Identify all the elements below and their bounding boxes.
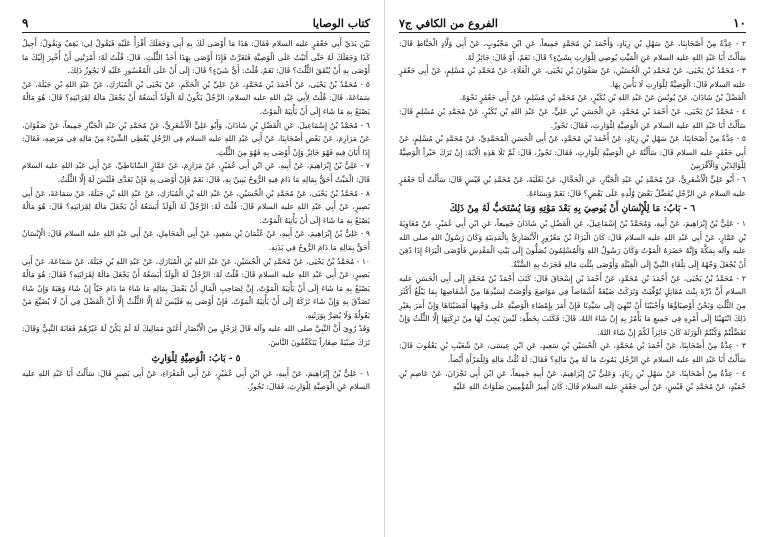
right-paragraph: الْفَضْلُ بْنُ شَاذَانَ، عَنْ يُونُسَ عَنْ عَبْدِ اللهِ بْنِ بُكَيْرٍ، عَنْ مُحَمَّدِ بْنِ مُسْلِمٍ، عَنْ أَبِي جَعْفَرٍ نَحْوَهُ. (459, 93, 746, 103)
right-paragraph: ٢ - مُحَمَّدُ بْنُ يَحْيَى، عَنْ أَحْمَدَ بْنِ مُحَمَّدٍ، عَنْ أَحْمَدَ بْنِ إِسْحَاقَ قَالَ: كَتَبَ أَحْمَدُ بْنُ مُحَمَّدٍ إِلَى أَبِي الْحَسَنِ عليه السلام أَنَّ دُرَّةَ بِنْتَ مُقَاتِلٍ تُوُفِّيَتْ وَتَرَكَتْ ضَيْعَةً أَشْقَاصاً فِي مَوَاضِعَ وَأَوْصَتْ لِسَيِّدِهَا مِنْ أَشْقَاصِهَا بِمَا يَبْلُغُ أَكْثَرَ مِنَ الثُّلُثِ وَنَحْنُ أَوْصِيَاؤُهَا وَأَحْبَبْنَا أَنْ نُنْهِيَ إِلَى سَيِّدِنَا فَإِنْ أَمَرَ بِإِمْضَاءِ الْوَصِيَّةِ عَلَى وَجْهِهَا أَمْضَيْنَاهَا وَإِنْ أَمَرَ بِغَيْرِ ذَلِكَ انْتَهَيْنَا إِلَى أَمْرِهِ فِي جَمِيعِ مَا يَأْمُرُ بِهِ إِنْ شَاءَ اللهُ، قَالَ: فَكَتَبَ بِخَطِّهِ: لَيْسَ يَجِبُ لَهَا مِنْ تَرِكَتِهَا إِلَّا الثُّلُثُ وَإِنْ تَفَضَّلْتُمْ وَكُنْتُمُ الْوَرَثَةَ كَانَ جَائِزاً لَكُمْ إِنْ شَاءَ اللهُ. (399, 273, 746, 337)
right-paragraph: ٢ - عِدَّةٌ مِنْ أَصْحَابِنَا، عَنْ سَهْلِ بْنِ زِيَادٍ، وَأَحْمَدَ بْنِ مُحَمَّدٍ جَمِيعاً، عَنِ ابْنِ مَحْبُوبٍ، عَنْ أَبِي وَلَّادٍ الْحَنَّاطِ قَالَ: سَأَلْتُ أَبَا عَبْدِ اللهِ عليه السلام عَنِ الْمَيِّتِ يُوصِي لِلْوَارِثِ بِشَيْءٍ؟ قَالَ: نَعَمْ، أَوْ قَالَ: جَائِزٌ لَهُ. (399, 39, 746, 62)
left-running-title: كتاب الوصايا (312, 16, 370, 30)
left-paragraph: ٨ - مُحَمَّدُ بْنُ يَحْيَى، عَنْ مُحَمَّدِ بْنِ الْحُسَيْنِ، عَنْ عَبْدِ اللهِ بْنِ الْمُبَارَكِ، عَنْ عَبْدِ اللهِ بْنِ جَبَلَةَ، عَنْ سَمَاعَةَ، عَنْ أَبِي بَصِيرٍ، عَنْ أَبِي عَبْدِ اللهِ عليه السلام قَالَ: قُلْتُ لَهُ: الرَّجُلُ لَهُ الْوَلَدُ أَيَسَعُهُ أَنْ يَجْعَلَ مَالَهُ لِقَرَابَتِهِ؟ قَالَ: هُوَ مَالُهُ يَصْنَعُ بِهِ مَا شَاءَ إِلَى أَنْ يَأْتِيَهُ الْمَوْتُ. (22, 188, 370, 225)
right-page (384, 0, 768, 537)
right-section-title: ٦ - بَابُ: مَا لِلْإِنْسَانِ أَنْ يُوصِيَ بِهِ بَعْدَ مَوْتِهِ وَمَا يُسْتَحَبُّ لَهُ مِنْ ذَلِكَ (449, 204, 696, 215)
left-paragraph: بَيْنَ يَدَيْ أَبِي جَعْفَرٍ عليه السلام فَقَالَ: هَذَا مَا أَوْصَى لَكَ بِهِ أَبِي وَجَعَلَكَ أَقْرَأْ عَلَيْهِ فَيَقُولُ لِي: يَقِفُ وَيَقُولُ: أَجِيلُ كَذَا وَجَعَلَكَ لَهُ حَتَّى أَتَيْتُ عَلَى الْوَصِيَّةِ فَتَعَرَّتْ فَإِذَا أَوْصَى بِهَذَا أَحَدُ الثُّلُثِ، قَالَ: قُلْتُ لَهُ: أَمْرَتْنِي أَنْ أُخْبِرَ إِلَيْكَ مَا أَوْصَى بِهِ أَنْ يُنْفَقَ الثُّلُثَ؟ قَالَ: نَعَمْ، قُلْتُ: أَيُّ شَيْءٍ؟ قَالَ: إِلَى أَنْ عَلَى الْمُعْسُورِ عَلَيْهِ لَا يَجُوزُ ذَلِكَ. (22, 39, 370, 76)
right-page-body (399, 37, 746, 394)
right-paragraph: ١ - عَلِيُّ بْنُ إِبْرَاهِيمَ، عَنْ أَبِيهِ، وَمُحَمَّدُ بْنُ إِسْمَاعِيلَ، عَنِ الْفَضْلِ بْنِ شَاذَانَ جَمِيعاً، عَنِ ابْنِ أَبِي عُمَيْرٍ، عَنْ مُعَاوِيَةَ بْنِ عَمَّارٍ، عَنْ أَبِي عَبْدِ اللهِ عليه السلام قَالَ: كَانَ الْبَرَاءُ بْنُ مَعْرُورٍ الْأَنْصَارِيُّ بِالْمَدِينَةِ وَكَانَ رَسُولُ اللهِ صلى الله عليه وآله بِمَكَّةَ وَإِنَّهُ حَضَرَهُ الْمَوْتُ وَكَانَ رَسُولُ اللهِ وَالْمُسْلِمُونَ يُصَلُّونَ إِلَى بَيْتِ الْمَقْدِسِ فَأَوْصَى الْبَرَاءُ إِذَا دُفِنَ أَنْ يُجْعَلَ وَجْهُهُ إِلَى تِلْقَاءِ النَّبِيِّ إِلَى الْقِبْلَةِ وَأَوْصَى بِثُلُثِ مَالِهِ فَجَرَتْ بِهِ السُّنَّةُ. (399, 219, 746, 269)
right-page-number: ١٠ (733, 16, 746, 30)
right-paragraph: ٣ - مُحَمَّدُ بْنُ يَحْيَى، عَنْ مُحَمَّدِ بْنِ الْحُسَيْنِ، عَنْ صَفْوَانَ بْنِ يَحْيَى، عَنِ الْعَلَاءِ، عَنْ مُحَمَّدِ بْنِ مُسْلِمٍ، عَنْ أَبِي جَعْفَرٍ عليه السلام قَالَ: الْوَصِيَّةُ لِلْوَارِثِ لَا بَأْسَ بِهَا. (399, 66, 746, 89)
right-paragraph: ٣ - عِدَّةٌ مِنْ أَصْحَابِنَا، عَنْ أَحْمَدَ بْنِ مُحَمَّدٍ، عَنِ الْحُسَيْنِ بْنِ سَعِيدٍ، عَنِ ابْنِ عِيسَى، عَنْ شُعَيْبِ بْنِ يَعْقُوبَ قَالَ: سَأَلْتُ أَبَا عَبْدِ اللهِ عليه السلام عَنِ الرَّجُلِ يَمُوتُ مَا لَهُ مِنْ مَالِهِ؟ فَقَالَ: لَهُ ثُلُثُ مَالِهِ وَلِلْمَرْأَةِ أَيْضاً. (399, 341, 746, 365)
right-paragraph: ٤ - عِدَّةٌ مِنْ أَصْحَابِنَا، عَنْ سَهْلِ بْنِ زِيَادٍ، وَعَلِيُّ بْنُ إِبْرَاهِيمَ، عَنْ أَبِيهِ جَمِيعاً، عَنِ ابْنِ أَبِي نَجْرَانَ، عَنْ عَاصِمِ بْنِ حُمَيْدٍ، عَنْ مُحَمَّدِ بْنِ قَيْسٍ، عَنْ أَبِي جَعْفَرٍ عليه السلام قَالَ: كَانَ أَمِيرُ الْمُؤْمِنِينَ صَلَوَاتُ اللهِ عَلَيْهِ (399, 368, 746, 392)
left-paragraph: ١ - عَلِيُّ بْنُ إِبْرَاهِيمَ، عَنْ أَبِيهِ، عَنِ ابْنِ أَبِي عُمَيْرٍ، عَنْ أَبِي الْمَغْرَاءِ، عَنْ أَبِي بَصِيرٍ قَالَ: سَأَلْتُ أَبَا عَبْدِ اللهِ عليه السلام عَنِ الْوَصِيَّةِ لِلْوَارِثِ، فَقَالَ: تَجُوزُ. (22, 368, 370, 392)
left-page-body (22, 37, 370, 394)
right-paragraph: ٥ - عِدَّةٌ مِنْ أَصْحَابِنَا، عَنْ سَهْلِ بْنِ زِيَادٍ، عَنْ أَحْمَدَ بْنِ مُحَمَّدٍ، عَنْ أَبِي الْحَسَنِ الْمُحَمَّدِيِّ، عَنْ مُحَمَّدِ بْنِ مُسْلِمٍ، عَنْ أَبِي جَعْفَرٍ عليه السلام قَالَ: سَأَلْتُهُ عَنِ الْوَصِيَّةِ لِلْوَارِثِ، فَقَالَ: تَجُوزُ، قَالَ: ثُمَّ تَلَا هَذِهِ الْآيَةَ: إِنْ تَرَكَ خَيْراً الْوَصِيَّةُ لِلْوَالِدَيْنِ وَالْأَقْرَبِينَ (399, 134, 746, 171)
right-page-header (399, 14, 746, 33)
right-paragraph: ٤ - مُحَمَّدُ بْنُ يَحْيَى، عَنْ أَحْمَدَ بْنِ مُحَمَّدٍ، عَنِ الْحَسَنِ بْنِ عَلِيٍّ، عَنْ عَبْدِ اللهِ بْنِ بُكَيْرٍ، عَنْ مُحَمَّدِ بْنِ مُسْلِمٍ قَالَ: سَأَلْتُ أَبَا عَبْدِ اللهِ عليه السلام عَنِ الْوَصِيَّةِ لِلْوَارِثِ، فَقَالَ: تَجُوزُ. (399, 106, 746, 130)
left-page-header (22, 14, 370, 33)
left-section-title: ٥ - بَابُ: الْوَصِيَّةِ لِلْوَارِثِ (151, 353, 241, 364)
left-paragraph: ٦ - مُحَمَّدُ بْنُ إِسْمَاعِيلَ، عَنِ الْفَضْلِ بْنِ شَاذَانَ، وَأَبُو عَلِيٍّ الْأَشْعَرِيُّ، عَنْ مُحَمَّدِ بْنِ عَبْدِ الْجَبَّارِ جَمِيعاً، عَنْ صَفْوَانَ، عَنْ مَرَازِمَ، عَنْ بَعْضِ أَصْحَابِنَا، عَنْ أَبِي عَبْدِ اللهِ عليه السلام فِي الرَّجُلِ يُعْطِي الشَّيْءَ مِنْ مَالِهِ فِي مَرَضِهِ، فَقَالَ: إِذَا أَبَانَ فِيهِ فَهُوَ جَائِزٌ وَإِنْ أَوْصَى بِهِ فَهُوَ مِنَ الثُّلُثِ. (22, 120, 370, 157)
left-paragraph: ١٠ - مُحَمَّدُ بْنُ يَحْيَى، عَنْ مُحَمَّدِ بْنِ الْحُسَيْنِ، عَنْ عَبْدِ اللهِ بْنِ الْمُبَارَكِ، عَنْ عَبْدِ اللهِ بْنِ جَبَلَةَ، عَنْ سَمَاعَةَ، عَنْ أَبِي بَصِيرٍ، عَنْ أَبِي عَبْدِ اللهِ عليه السلام قَالَ: قُلْتُ لَهُ: الرَّجُلُ لَهُ الْوَلَدُ أَيَسَعُهُ أَنْ يَجْعَلَ مَالَهُ لِقَرَابَتِهِ؟ فَقَالَ: هُوَ مَالُهُ يَصْنَعُ بِهِ مَا شَاءَ إِلَى أَنْ يَأْتِيَهُ الْمَوْتُ، إِنَّ لِصَاحِبِ الْمَالِ أَنْ يَعْمَلَ بِمَالِهِ مَا شَاءَ مَا دَامَ حَيّاً إِنْ شَاءَ وَهَبَهُ وَإِنْ شَاءَ تَصَدَّقَ بِهِ وَإِنْ شَاءَ تَرَكَهُ إِلَى أَنْ يَأْتِيَهُ الْمَوْتُ، فَإِنْ أَوْصَى بِهِ فَلَيْسَ لَهُ إِلَّا الثُّلُثُ إِلَّا أَنَّ الْفَضْلَ فِي أَنْ لَا يُضَيِّعَ مَنْ يَعُولُهُ وَلَا يُضِرَّ بِوَرَثَتِهِ. (22, 256, 370, 320)
left-paragraph: ٩ - عَلِيُّ بْنُ إِبْرَاهِيمَ، عَنْ أَبِيهِ، عَنْ عُثْمَانَ بْنِ سَعِيدٍ، عَنْ أَبِي الْمَحَامِلِ، عَنْ أَبِي عَبْدِ اللهِ عليه السلام قَالَ: الْإِنْسَانُ أَحَقُّ بِمَالِهِ مَا دَامَ الرُّوحُ فِي بَدَنِهِ. (22, 229, 370, 252)
left-paragraph: ٥ - مُحَمَّدُ بْنُ يَحْيَى، عَنْ أَحْمَدَ بْنِ مُحَمَّدٍ، عَنْ عَلِيِّ بْنِ الْحَكَمِ، عَنْ يَحْيَى بْنِ الْمُبَارَكِ، عَنْ عَبْدِ اللهِ بْنِ جَبَلَةَ، عَنْ سَمَاعَةَ، قَالَ: قُلْتُ لِأَبِي عَبْدِ اللهِ عليه السلام: الرَّجُلُ يَكُونُ لَهُ الْوَلَدُ أَيَسَعُهُ أَنْ يَجْعَلَ مَالَهُ لِقَرَابَتِهِ؟ قَالَ: هُوَ مَالُهُ يَصْنَعُ بِهِ مَا شَاءَ إِلَى أَنْ يَأْتِيَهُ الْمَوْتُ. (22, 79, 370, 116)
right-paragraph: ٦ - أَبُو عَلِيٍّ الْأَشْعَرِيُّ، عَنْ مُحَمَّدِ بْنِ عَبْدِ الْجَبَّارِ، عَنِ الْحَجَّالِ، عَنْ ثَعْلَبَةَ، عَنْ مُحَمَّدِ بْنِ قَيْسٍ قَالَ: سَأَلْتُ أَبَا جَعْفَرٍ عليه السلام عَنِ الرَّجُلِ يُفَضِّلُ بَعْضَ وُلْدِهِ عَلَى بَعْضٍ؟ قَالَ: نَعَمْ وَنِسَاءَهُ. (399, 174, 746, 198)
left-paragraph: وَقَدْ رُوِيَ أَنَّ النَّبِيَّ صلى الله عليه وآله قَالَ لِرَجُلٍ مِنَ الْأَنْصَارِ أَعْتَقَ مَمَالِيكَ لَهُ لَمْ يَكُنْ لَهُ غَيْرُهُمْ فَعَابَهُ النَّبِيُّ وَقَالَ: تَرَكَ صِبْيَةً صِغَاراً يَتَكَفَّفُونَ النَّاسَ. (22, 324, 370, 348)
left-page-number: ٩ (22, 16, 29, 30)
left-paragraph: ٧ - عَلِيُّ بْنُ إِبْرَاهِيمَ، عَنْ أَبِيهِ، عَنِ ابْنِ أَبِي عُمَيْرٍ، عَنْ مَرَازِمَ، عَنْ عَمَّارٍ السَّابَاطِيِّ، عَنْ أَبِي عَبْدِ اللهِ عليه السلام قَالَ: الْمَيِّتُ أَحَقُّ بِمَالِهِ مَا دَامَ فِيهِ الرُّوحُ يَبِينُ بِهِ، قَالَ: نَعَمْ فَإِنْ أَوْصَى بِهِ فَإِنْ تَعَدَّى فَلَيْسَ لَهُ إِلَّا الثُّلُثُ. (22, 161, 370, 184)
right-running-title: الفروع من الكافي ج٧ (399, 16, 498, 30)
